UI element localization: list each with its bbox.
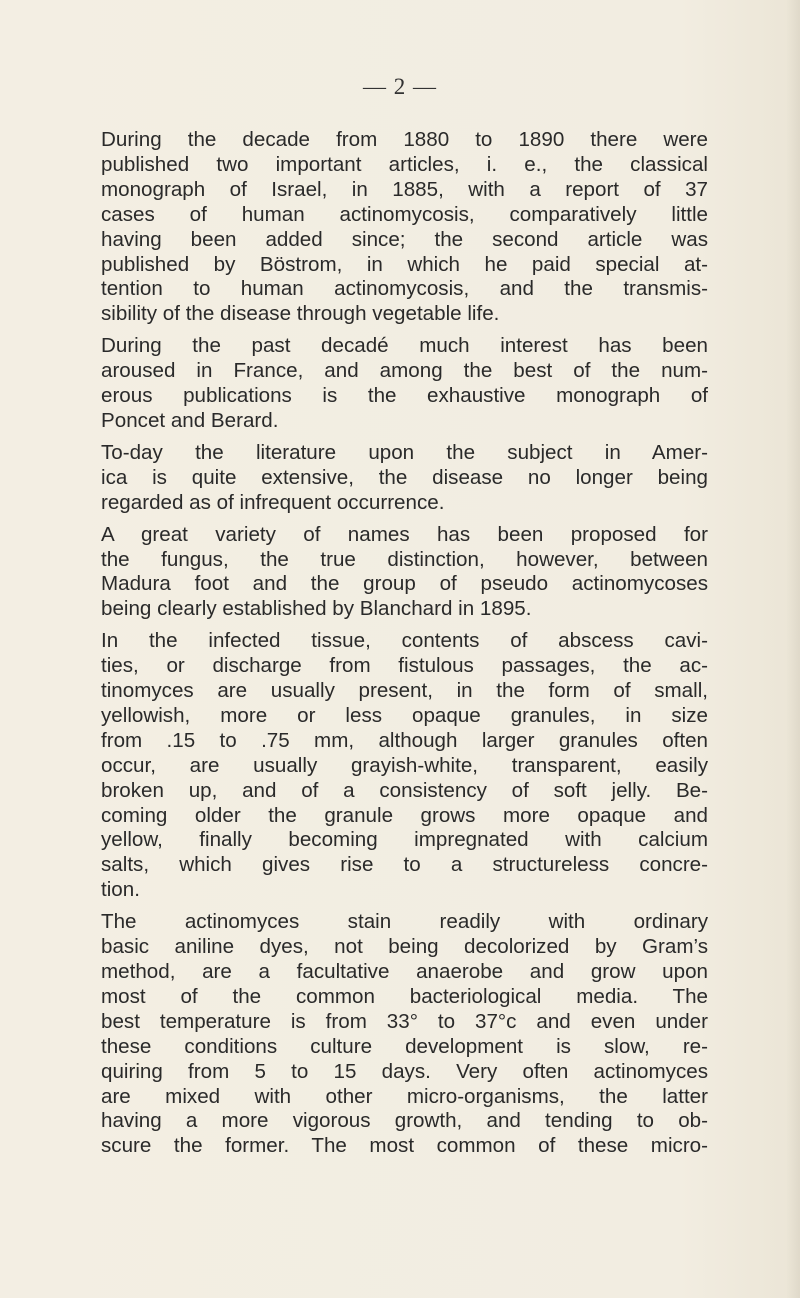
text-line: published by Böstrom, in which he paid special at- <box>101 252 708 276</box>
text-line: ties, or discharge from fistulous passages, the ac- <box>101 654 708 678</box>
text-line: Poncet and Berard. <box>101 408 279 432</box>
text-line: ica is quite extensive, the disease no longer being <box>101 465 708 489</box>
text-line: having a more vigorous growth, and tending to ob- <box>101 1109 708 1133</box>
text-line: the fungus, the true distinction, however, between <box>101 547 708 571</box>
paragraph-1 <box>101 128 708 327</box>
text-line: yellow, finally becoming impregnated with calcium <box>101 828 708 852</box>
text-line: occur, are usually grayish-white, transparent, easily <box>101 753 708 777</box>
text-line: aroused in France, and among the best of the num- <box>101 359 708 383</box>
text-line: To-day the literature upon the subject in Amer- <box>101 440 708 464</box>
text-line: these conditions culture development is slow, re- <box>101 1034 708 1058</box>
paragraph-5 <box>101 629 708 903</box>
text-line: erous publications is the exhaustive monograph of <box>101 384 708 408</box>
text-line: A great variety of names has been proposed for <box>101 522 708 546</box>
paragraph-6 <box>101 910 708 1159</box>
text-line: basic aniline dyes, not being decolorized by Gram’s <box>101 935 708 959</box>
text-line: tion. <box>101 878 140 902</box>
text-line: regarded as of infrequent occurrence. <box>101 490 445 514</box>
text-line: During the decade from 1880 to 1890 there were <box>101 128 708 151</box>
text-line: most of the common bacteriological media. The <box>101 984 708 1008</box>
text-line: tention to human actinomycosis, and the transmis- <box>101 277 708 301</box>
body-text <box>101 128 708 1166</box>
page-number: — 2 — <box>363 74 437 99</box>
text-line: Madura foot and the group of pseudo actinomycoses <box>101 572 708 596</box>
text-line: cases of human actinomycosis, comparatively little <box>101 202 708 226</box>
text-line: tinomyces are usually present, in the form of small, <box>101 679 708 703</box>
text-line: In the infected tissue, contents of abscess cavi- <box>101 629 708 653</box>
text-line: quiring from 5 to 15 days. Very often actinomyces <box>101 1059 708 1083</box>
text-line: method, are a facultative anaerobe and grow upon <box>101 960 708 983</box>
text-line: from .15 to .75 mm, although larger granules often <box>101 728 708 752</box>
page-edge-shadow <box>786 0 800 1298</box>
text-line: having been added since; the second article was <box>101 227 708 251</box>
paragraph-2 <box>101 334 708 434</box>
text-line: being clearly established by Blanchard in 1895. <box>101 597 532 621</box>
text-line: broken up, and of a consistency of soft jelly. Be- <box>101 778 708 802</box>
text-line: sibility of the disease through vegetable life. <box>101 302 500 326</box>
text-line: coming older the granule grows more opaque and <box>101 803 708 827</box>
text-line: During the past decadé much interest has been <box>101 334 708 358</box>
paragraph-4 <box>101 523 708 623</box>
text-line: yellowish, more or less opaque granules, in size <box>101 703 708 727</box>
text-line: The actinomyces stain readily with ordinary <box>101 910 708 934</box>
text-line: are mixed with other micro-organisms, the latter <box>101 1084 708 1108</box>
paragraph-3 <box>101 441 708 516</box>
text-line: salts, which gives rise to a structureless concre- <box>101 853 708 877</box>
text-line: published two important articles, i. e., the classical <box>101 152 708 176</box>
text-line: monograph of Israel, in 1885, with a report of 37 <box>101 177 708 201</box>
text-line: best temperature is from 33° to 37°c and even under <box>101 1009 708 1033</box>
text-line: scure the former. The most common of these micro- <box>101 1134 708 1158</box>
